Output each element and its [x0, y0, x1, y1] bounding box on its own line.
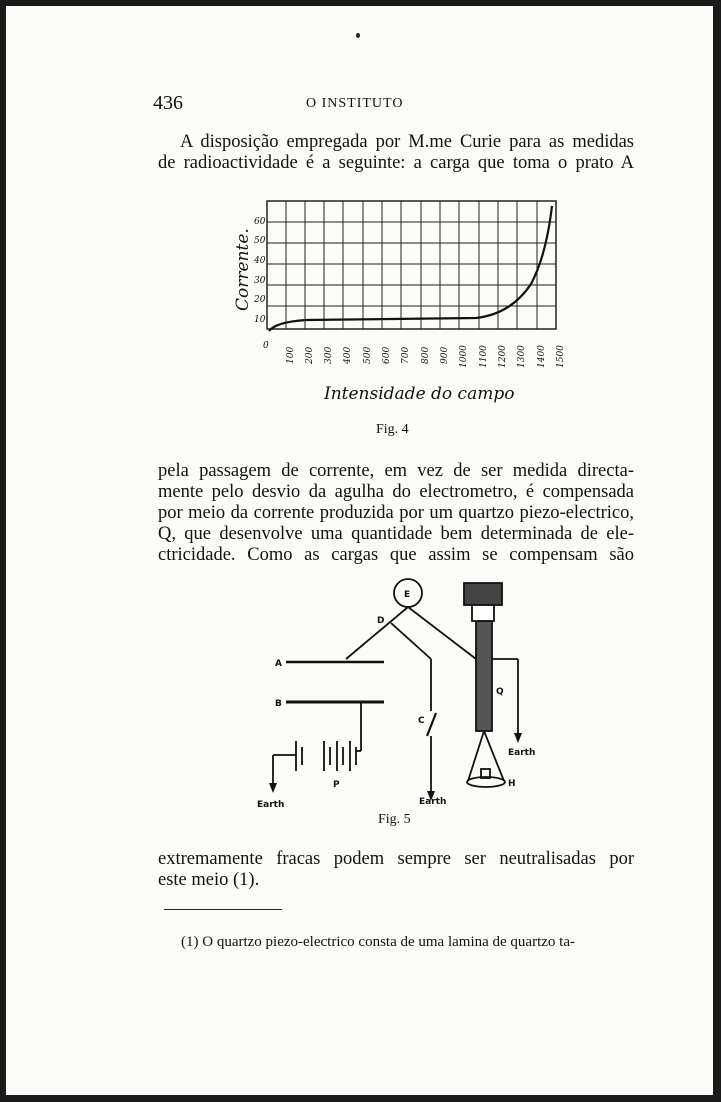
- wire-e-to-a: [346, 607, 408, 659]
- label-c: C: [418, 716, 425, 726]
- y-tick-30: 30: [254, 276, 266, 286]
- y-tick-50: 50: [254, 236, 266, 246]
- earth-arrows: [269, 733, 522, 801]
- quartz-q: [476, 621, 492, 731]
- x-tick-1000: 1000: [459, 345, 469, 368]
- quartz-clamp-neck: [472, 605, 494, 621]
- quartz-clamp: [464, 583, 502, 605]
- chart-grid: [267, 201, 556, 329]
- x-tick-300: 300: [324, 346, 334, 364]
- x-tick-1300: 1300: [517, 345, 527, 368]
- paragraph-3-line-1: extremamente fracas podem sempre ser neutralisadas por: [158, 849, 634, 869]
- x-tick-600: 600: [382, 346, 392, 364]
- paragraph-2-line-5: ctricidade. Como as cargas que assim se compensam são: [158, 545, 634, 565]
- paragraph-1: [158, 132, 634, 174]
- x-tick-1400: 1400: [537, 345, 547, 368]
- x-tick-100: 100: [286, 346, 296, 364]
- x-tick-labels: [263, 341, 566, 368]
- label-b: B: [275, 699, 282, 709]
- figure-4-caption: Fig. 4: [376, 422, 409, 437]
- x-tick-800: 800: [421, 346, 431, 364]
- switch-c: [427, 713, 436, 736]
- paragraph-2-line-2: mente pelo desvio da agulha do electrometro, é compensada: [158, 482, 634, 502]
- x-tick-900: 900: [440, 346, 450, 364]
- label-p: P: [333, 780, 340, 790]
- wire-d-to-switch: [391, 623, 431, 659]
- current-curve: [269, 206, 552, 331]
- y-tick-10: 10: [254, 315, 266, 325]
- label-earth-middle: Earth: [419, 797, 447, 807]
- x-tick-500: 500: [363, 346, 373, 364]
- y-axis-label: Corrente.: [233, 228, 253, 311]
- label-earth-left: Earth: [257, 800, 285, 810]
- paragraph-1-line-1: A disposição empregada por M.me Curie para as medidas: [180, 132, 634, 152]
- x-tick-1500: 1500: [556, 345, 566, 368]
- page-number: 436: [153, 92, 183, 114]
- figure-5: [6, 571, 713, 831]
- y-tick-labels: [253, 217, 266, 325]
- x-tick-200: 200: [305, 346, 315, 364]
- pan-string-right: [484, 731, 504, 781]
- label-earth-right: Earth: [508, 748, 536, 758]
- running-head: O INSTITUTO: [306, 96, 404, 111]
- paragraph-2: [158, 461, 634, 566]
- x-tick-1200: 1200: [498, 345, 508, 368]
- paragraph-2-line-3: por meio da corrente produzida por um quartzo piezo-electrico,: [158, 503, 634, 523]
- figure-5-caption: Fig. 5: [378, 812, 411, 827]
- earth-arrow-right: [514, 733, 522, 743]
- label-q: Q: [496, 687, 504, 697]
- paragraph-2-line-4: Q, que desenvolve uma quantidade bem determinada de ele-: [158, 524, 634, 544]
- paragraph-3: [158, 849, 634, 891]
- ink-dot: [356, 33, 360, 38]
- scanned-page: [6, 6, 713, 1095]
- label-e: E: [404, 590, 411, 600]
- footnote: (1) O quartzo piezo-electrico consta de uma lamina de quartzo ta-: [181, 934, 575, 950]
- wire-e-to-q: [408, 607, 476, 659]
- x-axis-label: Intensidade do campo: [324, 384, 515, 404]
- paragraph-1-line-2: de radioactividade é a seguinte: a carga que toma o prato A: [158, 153, 634, 173]
- x-tick-700: 700: [401, 346, 411, 364]
- paragraph-3-line-2: este meio (1).: [158, 870, 260, 890]
- footnote-rule: [164, 909, 282, 910]
- label-h: H: [508, 779, 516, 789]
- y-tick-20: 20: [254, 295, 266, 305]
- earth-arrow-left: [269, 783, 277, 793]
- y-tick-60: 60: [254, 217, 266, 227]
- y-tick-40: 40: [254, 256, 266, 266]
- x-tick-1100: 1100: [479, 345, 489, 368]
- figure-4: [6, 186, 713, 486]
- label-a: A: [275, 659, 282, 669]
- label-d: D: [377, 616, 385, 626]
- x-tick-0: 0: [263, 341, 269, 351]
- paragraph-2-line-1: pela passagem de corrente, em vez de ser medida directa-: [158, 461, 634, 481]
- x-tick-400: 400: [343, 346, 353, 364]
